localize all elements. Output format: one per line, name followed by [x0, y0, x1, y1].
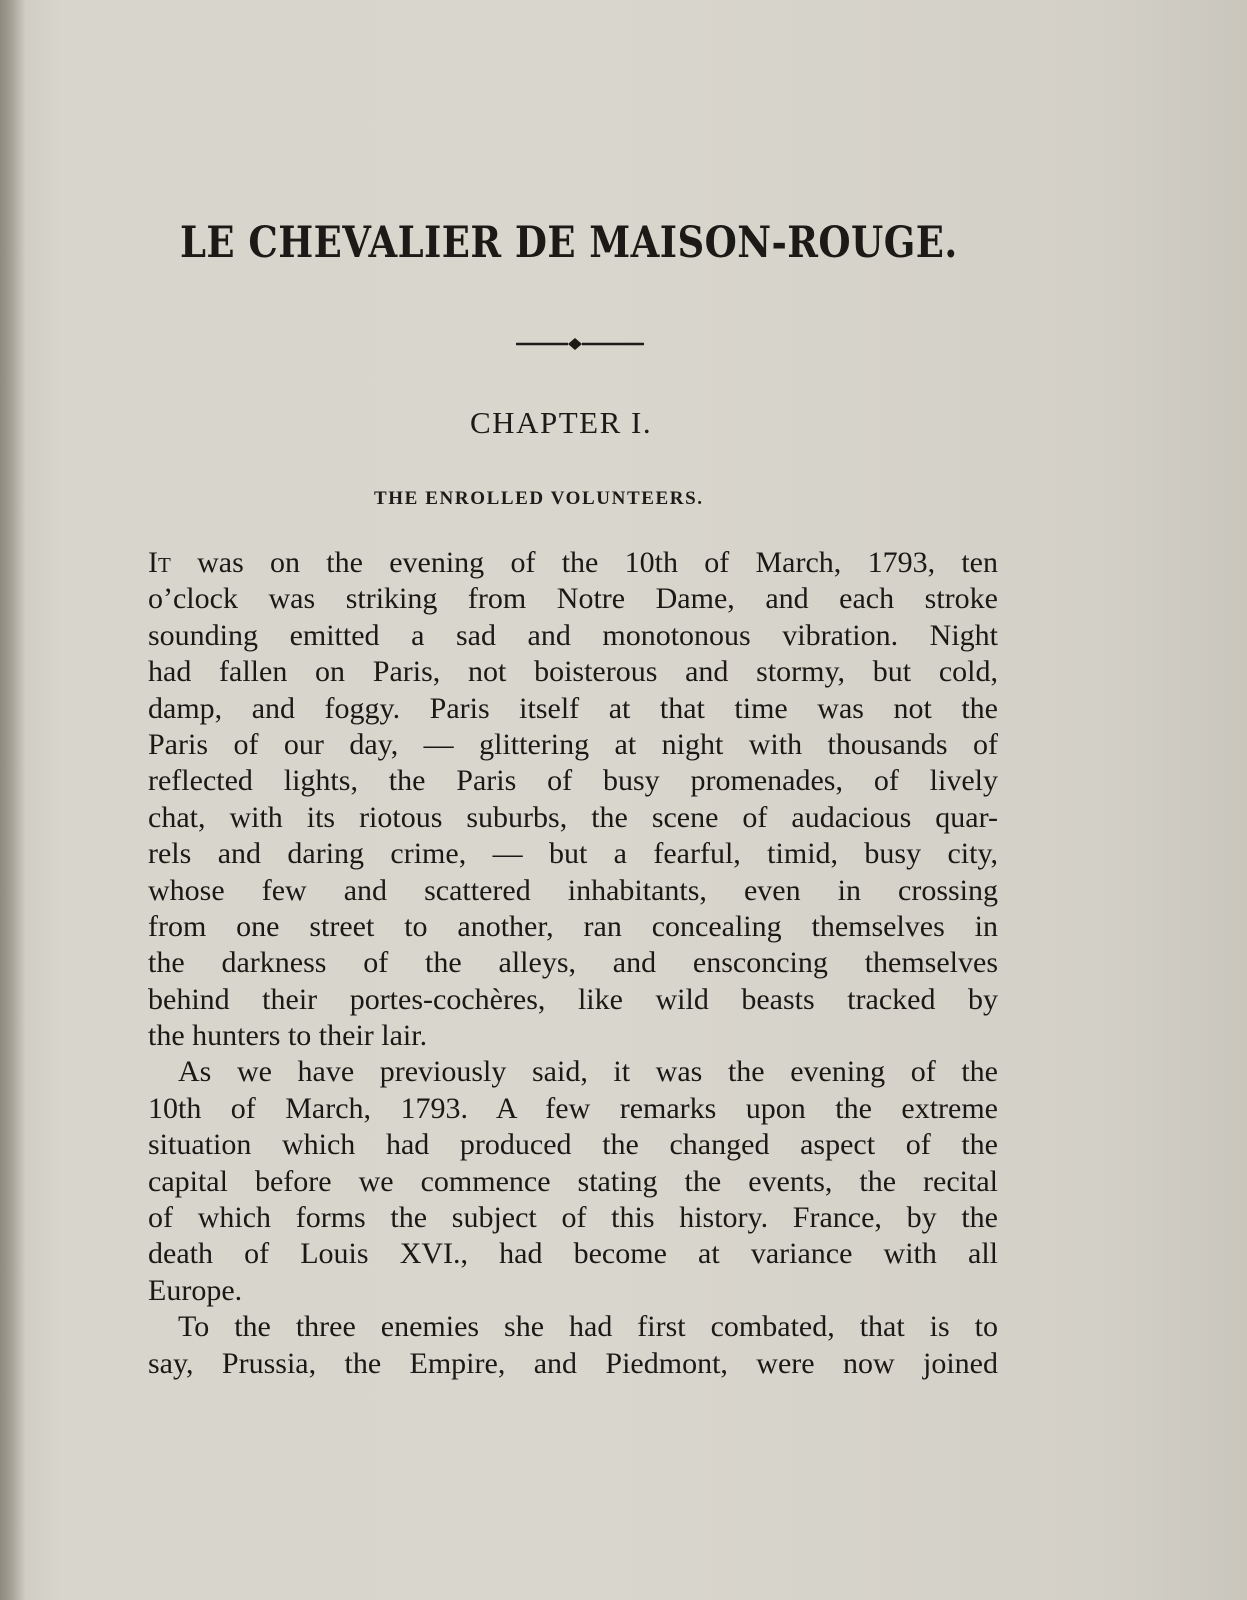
text-line: situation which had produced the changed aspect of the [148, 1128, 998, 1162]
lead-word: It [148, 546, 171, 579]
text-line: death of Louis XVI., had become at variance with all [148, 1237, 998, 1271]
text-line: the hunters to their lair. [148, 1019, 428, 1053]
paragraph [148, 1054, 998, 1309]
text-line: from one street to another, ran concealing themselves in [148, 909, 998, 943]
text-line: had fallen on Paris, not boisterous and stormy, but cold, [148, 655, 998, 689]
text-line: o’clock was striking from Notre Dame, and each stroke [148, 582, 998, 616]
text-line: capital before we commence stating the events, the recital [148, 1164, 998, 1198]
text-line: the darkness of the alleys, and ensconcing themselves [148, 946, 998, 980]
text-line: Europe. [148, 1273, 243, 1307]
text-line: say, Prussia, the Empire, and Piedmont, were now joined [148, 1346, 998, 1380]
spine-shadow [0, 0, 26, 1600]
text-line: sounding emitted a sad and monotonous vibration. Night [148, 618, 998, 652]
text-line: To the three enemies she had first combated, that is to [178, 1310, 998, 1344]
text-line: rels and daring crime, — but a fearful, timid, busy city, [148, 837, 998, 871]
chapter-subtitle: THE ENROLLED VOLUNTEERS. [374, 488, 704, 509]
text-line [148, 545, 998, 581]
text-line: behind their portes-cochères, like wild beasts tracked by [148, 982, 998, 1016]
text-line: of which forms the subject of this history. France, by the [148, 1201, 998, 1235]
text-line: damp, and foggy. Paris itself at that time was not the [148, 691, 998, 725]
text-line: Paris of our day, — glittering at night with thousands of [148, 727, 998, 761]
text-line: whose few and scattered inhabitants, even in crossing [148, 873, 998, 907]
ornamental-rule [516, 336, 650, 352]
text-line: As we have previously said, it was the evening of the [178, 1055, 998, 1089]
text-line: chat, with its riotous suburbs, the scene of audacious quar- [148, 800, 998, 834]
paragraph [148, 545, 998, 1054]
text-line: reflected lights, the Paris of busy promenades, of lively [148, 764, 998, 798]
chapter-heading: CHAPTER I. [470, 405, 653, 440]
text-line: 10th of March, 1793. A few remarks upon the extreme [148, 1091, 998, 1125]
book-title: LE CHEVALIER DE MAISON-ROUGE. [180, 218, 958, 268]
body-text [148, 545, 998, 1382]
line-text: was on the evening of the 10th of March, 1793, ten [170, 546, 998, 579]
paragraph [148, 1309, 998, 1382]
